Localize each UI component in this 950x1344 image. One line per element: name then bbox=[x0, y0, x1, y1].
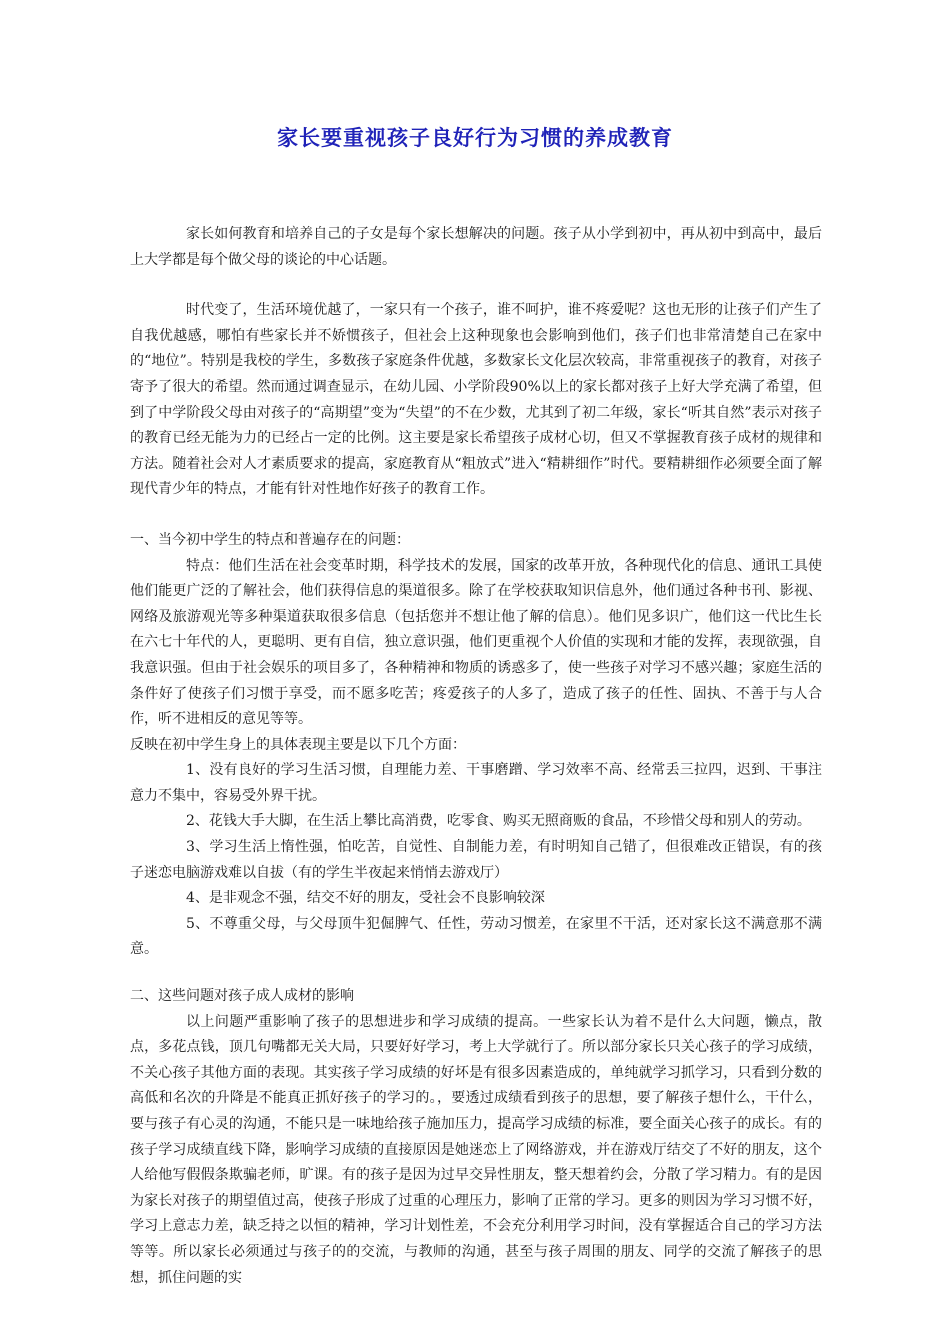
section-1-heading: 一、当今初中学生的特点和普遍存在的问题： bbox=[130, 531, 410, 548]
paragraph-spacer bbox=[130, 963, 822, 984]
paragraph-spacer bbox=[130, 503, 822, 528]
section-1-features: 特点：他们生活在社会变革时期，科学技术的发展，国家的改革开放，各种现代化的信息、通讯工具使他们能更广泛的了解社会，他们获得信息的渠道很多。除了在学校获取知识信息外，他们通过各种书刊、影视、网络及旅游观光等多种渠道获取很多信息（包括您并不想让他了解的信息）。他们见多识广，他们这一代比生长在六七十年代的人，更聪明、更有自信，独立意识强，他们更重视个人价值的实现和才能的发挥，表现欲强，自我意识强。但由于社会娱乐的项目多了，各种精神和物质的诱惑多了，使一些孩子对学习不感兴趣；家庭生活的条件好了使孩子们习惯于享受，而不愿多吃苦；疼爱孩子的人多了，造成了孩子的任性、固执、不善于与人合作，听不进相反的意见等等。 bbox=[130, 557, 822, 728]
document-title: 家长要重视孩子良好行为习惯的养成教育 bbox=[277, 126, 673, 150]
paragraph-spacer bbox=[130, 273, 822, 298]
section-1-lead: 反映在初中学生身上的具体表现主要是以下几个方面： bbox=[130, 736, 466, 753]
list-item-2: 2、花钱大手大脚，在生活上攀比高消费，吃零食、购买无照商贩的食品，不珍惜父母和别人的劳动。 bbox=[186, 813, 811, 830]
list-item-4: 4、是非观念不强，结交不好的朋友，受社会不良影响较深 bbox=[186, 890, 545, 907]
intro-paragraph-1: 家长如何教育和培养自己的子女是每个家长想解决的问题。孩子从小学到初中，再从初中到高中，最后上大学都是每个做父母的谈论的中心话题。 bbox=[130, 226, 822, 268]
list-item-5: 5、不尊重父母，与父母顶牛犯倔脾气、任性，劳动习惯差，在家里不干活，还对家长这不满意那不满意。 bbox=[130, 915, 822, 958]
section-2-heading: 二、这些问题对孩子成人成材的影响 bbox=[130, 988, 354, 1005]
intro-paragraph-2: 时代变了，生活环境优越了，一家只有一个孩子，谁不呵护，谁不疼爱呢？这也无形的让孩子们产生了自我优越感，哪怕有些家长并不娇惯孩子，但社会上这种现象也会影响到他们，孩子们也非常清楚自己在家中的“地位”。特别是我校的学生，多数孩子家庭条件优越，多数家长文化层次较高，非常重视孩子的教育，对孩子寄予了很大的希望。然而通过调查显示，在幼儿园、小学阶段90%以上的家长都对孩子上好大学充满了希望，但到了中学阶段父母由对孩子的“高期望”变为“失望”的不在少数，尤其到了初二年级，家长“听其自然”表示对孩子的教育已经无能为力的已经占一定的比例。这主要是家长希望孩子成材心切，但又不掌握教育孩子成材的规律和方法。随着社会对人才素质要求的提高，家庭教育从“粗放式”进入“精耕细作”时代。要精耕细作必须要全面了解现代青少年的特点，才能有针对性地作好孩子的教育工作。 bbox=[130, 302, 822, 498]
list-item-1: 1、没有良好的学习生活习惯，自理能力差、干事磨蹭、学习效率不高、经常丢三拉四，迟到、干事注意力不集中，容易受外界干扰。 bbox=[130, 762, 822, 804]
list-item-3: 3、学习生活上惰性强，怕吃苦，自觉性、自制能力差，有时明知自己错了，但很难改正错误，有的孩子迷恋电脑游戏难以自拔（有的学生半夜起来悄悄去游戏厅） bbox=[130, 839, 822, 881]
document-body bbox=[130, 222, 822, 1291]
section-2-paragraph: 以上问题严重影响了孩子的思想进步和学习成绩的提高。一些家长认为着不是什么大问题，懒点，散点，多花点钱，顶几句嘴都无关大局，只要好好学习，考上大学就行了。所以部分家长只关心孩子的学习成绩，不关心孩子其他方面的表现。其实孩子学习成绩的好坏是有很多因素造成的，单纯就学习抓学习，只看到分数的高低和名次的升降是不能真正抓好孩子的学习的。，要透过成绩看到孩子的思想，要了解孩子想什么，干什么，要与孩子有心灵的沟通，不能只是一味地给孩子施加压力，提高学习成绩的标准，要全面关心孩子的成长。有的孩子学习成绩直线下降，影响学习成绩的直接原因是她迷恋上了网络游戏，并在游戏厅结交了不好的朋友，这个人给他写假假条欺骗老师，旷课。有的孩子是因为过早交异性朋友，整天想着约会，分散了学习精力。有的是因为家长对孩子的期望值过高，使孩子形成了过重的心理压力，影响了正常的学习。更多的则因为学习习惯不好，学习上意志力差，缺乏持之以恒的精神，学习计划性差，不会充分利用学习时间，没有掌握适合自己的学习方法等等。所以家长必须通过与孩子的的交流，与教师的沟通，甚至与孩子周围的朋友、同学的交流了解孩子的思想，抓住问题的实 bbox=[130, 1013, 822, 1286]
